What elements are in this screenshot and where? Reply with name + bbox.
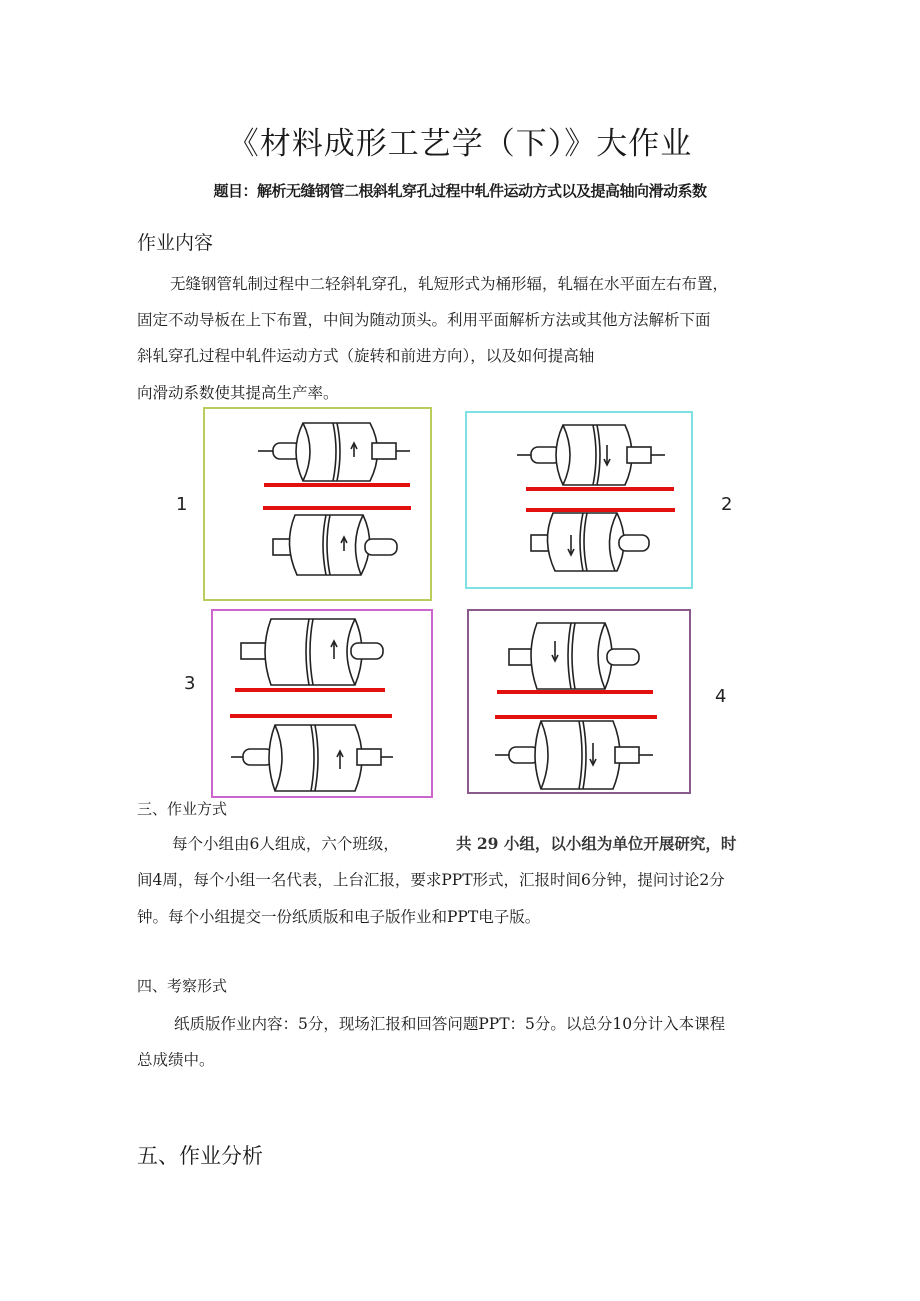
section-heading-content: 作业内容 bbox=[137, 232, 214, 254]
roll-panel-4 bbox=[467, 609, 691, 794]
panel-label-4: 4 bbox=[715, 686, 727, 707]
guide-plate-lower bbox=[230, 714, 392, 718]
panel-label-2: 2 bbox=[721, 494, 733, 515]
barrel-rolls-diagram-icon bbox=[469, 611, 693, 796]
assignment-topic: 题目：解析无缝钢管二根斜轧穿孔过程中轧件运动方式以及提高轴向滑动系数 bbox=[213, 182, 707, 200]
panel-label-3: 3 bbox=[184, 673, 196, 694]
barrel-rolls-diagram-icon bbox=[213, 611, 435, 800]
method-line-3: 钟。每个小组提交一份纸质版和电子版作业和PPT电子版。 bbox=[137, 908, 541, 926]
section-heading-analysis: 五、作业分析 bbox=[137, 1144, 263, 1168]
content-line-3: 斜轧穿孔过程中轧件运动方式（旋转和前进方向），以及如何提高轴 bbox=[137, 347, 595, 365]
content-line-4: 向滑动系数使其提高生产率。 bbox=[137, 384, 339, 402]
method-line-1b: 共 29 小组，以小组为单位开展研究，时 bbox=[456, 834, 737, 853]
method-line-1a: 每个小组由6人组成，六个班级， bbox=[172, 835, 399, 853]
guide-plate-lower bbox=[495, 715, 657, 719]
roll-panel-1 bbox=[203, 407, 432, 601]
panel-label-1: 1 bbox=[176, 494, 188, 515]
section-heading-assessment: 四、考察形式 bbox=[137, 977, 228, 995]
guide-plate-lower bbox=[526, 508, 675, 512]
method-line-2: 间4周，每个小组一名代表，上台汇报，要求PPT形式，汇报时间6分钟，提问讨论2分 bbox=[137, 871, 725, 889]
barrel-rolls-diagram-icon bbox=[467, 413, 695, 591]
content-line-1: 无缝钢管轧制过程中二轻斜轧穿孔，轧短形式为桶形辐，轧辐在水平面左右布置， bbox=[170, 275, 729, 293]
document-title: 《材料成形工艺学（下）》大作业 bbox=[227, 126, 693, 162]
assessment-line-1: 纸质版作业内容：5分，现场汇报和回答问题PPT：5分。以总分10分计入本课程 bbox=[174, 1015, 726, 1033]
guide-plate-lower bbox=[263, 506, 411, 510]
guide-plate-upper bbox=[497, 690, 653, 694]
assessment-line-2: 总成绩中。 bbox=[137, 1051, 215, 1069]
guide-plate-upper bbox=[526, 487, 674, 491]
roll-panel-3 bbox=[211, 609, 433, 798]
guide-plate-upper bbox=[264, 483, 410, 487]
section-heading-method: 三、作业方式 bbox=[137, 800, 228, 818]
guide-plate-upper bbox=[235, 688, 385, 692]
content-line-2: 固定不动导板在上下布置，中间为随动顶头。利用平面解析方法或其他方法解析下面 bbox=[137, 311, 711, 329]
roll-panel-2 bbox=[465, 411, 693, 589]
